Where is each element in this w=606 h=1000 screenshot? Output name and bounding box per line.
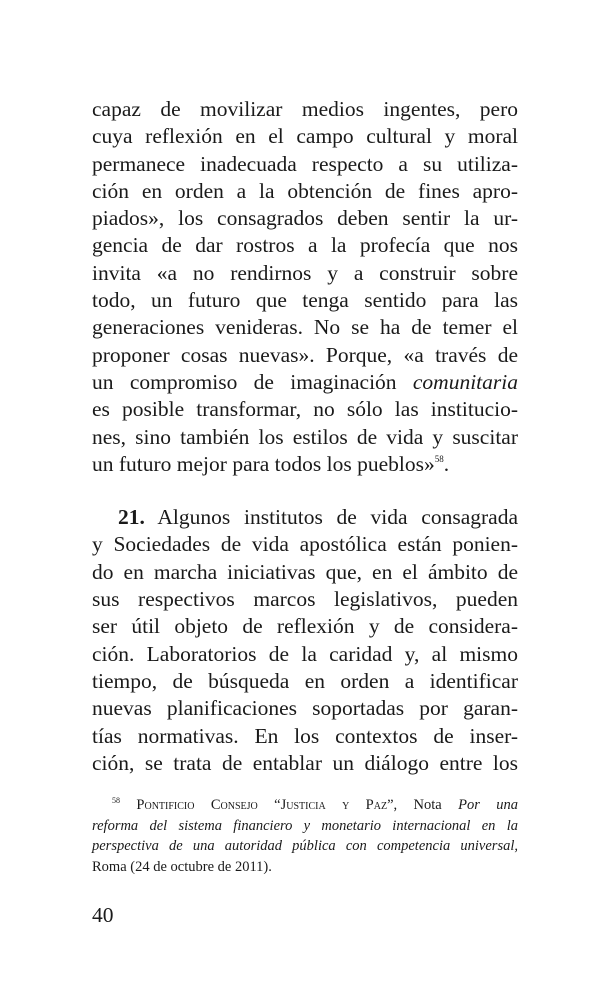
body-line: nes, sino también los estilos de vida y suscitar xyxy=(92,424,518,449)
footnote-line xyxy=(92,816,518,837)
paragraph-gap xyxy=(92,478,518,504)
body-line xyxy=(92,451,518,478)
body-line: proponer cosas nuevas». Porque, «a través de xyxy=(92,342,518,367)
body-line: es posible transformar, no sólo las institucio- xyxy=(92,397,518,422)
body-line: do en marcha iniciativas que, en el ámbito de xyxy=(92,559,518,584)
body-line: ción. Laboratorios de la caridad y, al mismo xyxy=(92,641,518,666)
body-line: tías normativas. En los contextos de inser- xyxy=(92,723,518,748)
footnote-author: Pontificio Consejo “Justicia y Paz” xyxy=(136,797,394,813)
paragraph-number: 21. xyxy=(118,505,145,530)
body-line: ser útil objeto de reflexión y de considera- xyxy=(92,614,518,639)
footnote-line: Roma (24 de octubre de 2011). xyxy=(92,858,272,875)
body-line: todo, un futuro que tenga sentido para las xyxy=(92,288,518,313)
footnote-reference[interactable]: 58 xyxy=(434,453,444,464)
body-line: piados», los consagrados deben sentir la ur- xyxy=(92,206,518,231)
body-line: ción en orden a la obtención de fines apro- xyxy=(92,178,518,203)
italic-term: comunitaria xyxy=(412,369,518,394)
body-line: cuya reflexión en el campo cultural y moral xyxy=(92,124,518,149)
body-line: permanece inadecuada respecto a su utiliza- xyxy=(92,151,518,176)
body-line: ción, se trata de entablar un diálogo entre los xyxy=(92,750,518,775)
body-line: gencia de dar rostros a la profecía que nos xyxy=(92,233,518,258)
body-line: y Sociedades de vida apostólica están ponien- xyxy=(92,532,518,557)
body-line: capaz de movilizar medios ingentes, pero xyxy=(92,97,518,121)
footnote-number: 58 xyxy=(112,796,120,805)
main-text xyxy=(92,96,518,777)
body-line xyxy=(92,369,518,396)
body-line: invita «a no rendirnos y a construir sobre xyxy=(92,260,518,285)
body-line-end: . xyxy=(443,451,450,476)
page-number: 40 xyxy=(92,903,114,927)
footnote-title: reforma del sistema financiero y monetario internacional en la xyxy=(92,817,518,834)
body-line-text: Algunos institutos de vida consagrada xyxy=(144,505,518,530)
body-line-text: un compromiso de imaginación xyxy=(92,369,413,394)
footnote-block xyxy=(92,795,518,877)
body-line: generaciones venideras. No se ha de temer el xyxy=(92,315,518,340)
body-line-text: un futuro mejor para todos los pueblos» xyxy=(92,451,435,476)
footnote-title: Por una xyxy=(458,797,519,813)
footnote-line xyxy=(92,836,518,857)
body-line: nuevas planificaciones soportadas por garan- xyxy=(92,696,518,721)
body-line: sus respectivos marcos legislativos, pueden xyxy=(92,587,518,612)
body-line: tiempo, de búsqueda en orden a identificar xyxy=(92,668,518,693)
footnote-text: , Nota xyxy=(393,797,459,813)
footnote-line xyxy=(92,795,518,816)
footnote-title: perspectiva de una autoridad pública con competencia universal, xyxy=(92,838,518,854)
paragraph-21-first-line xyxy=(92,504,518,531)
